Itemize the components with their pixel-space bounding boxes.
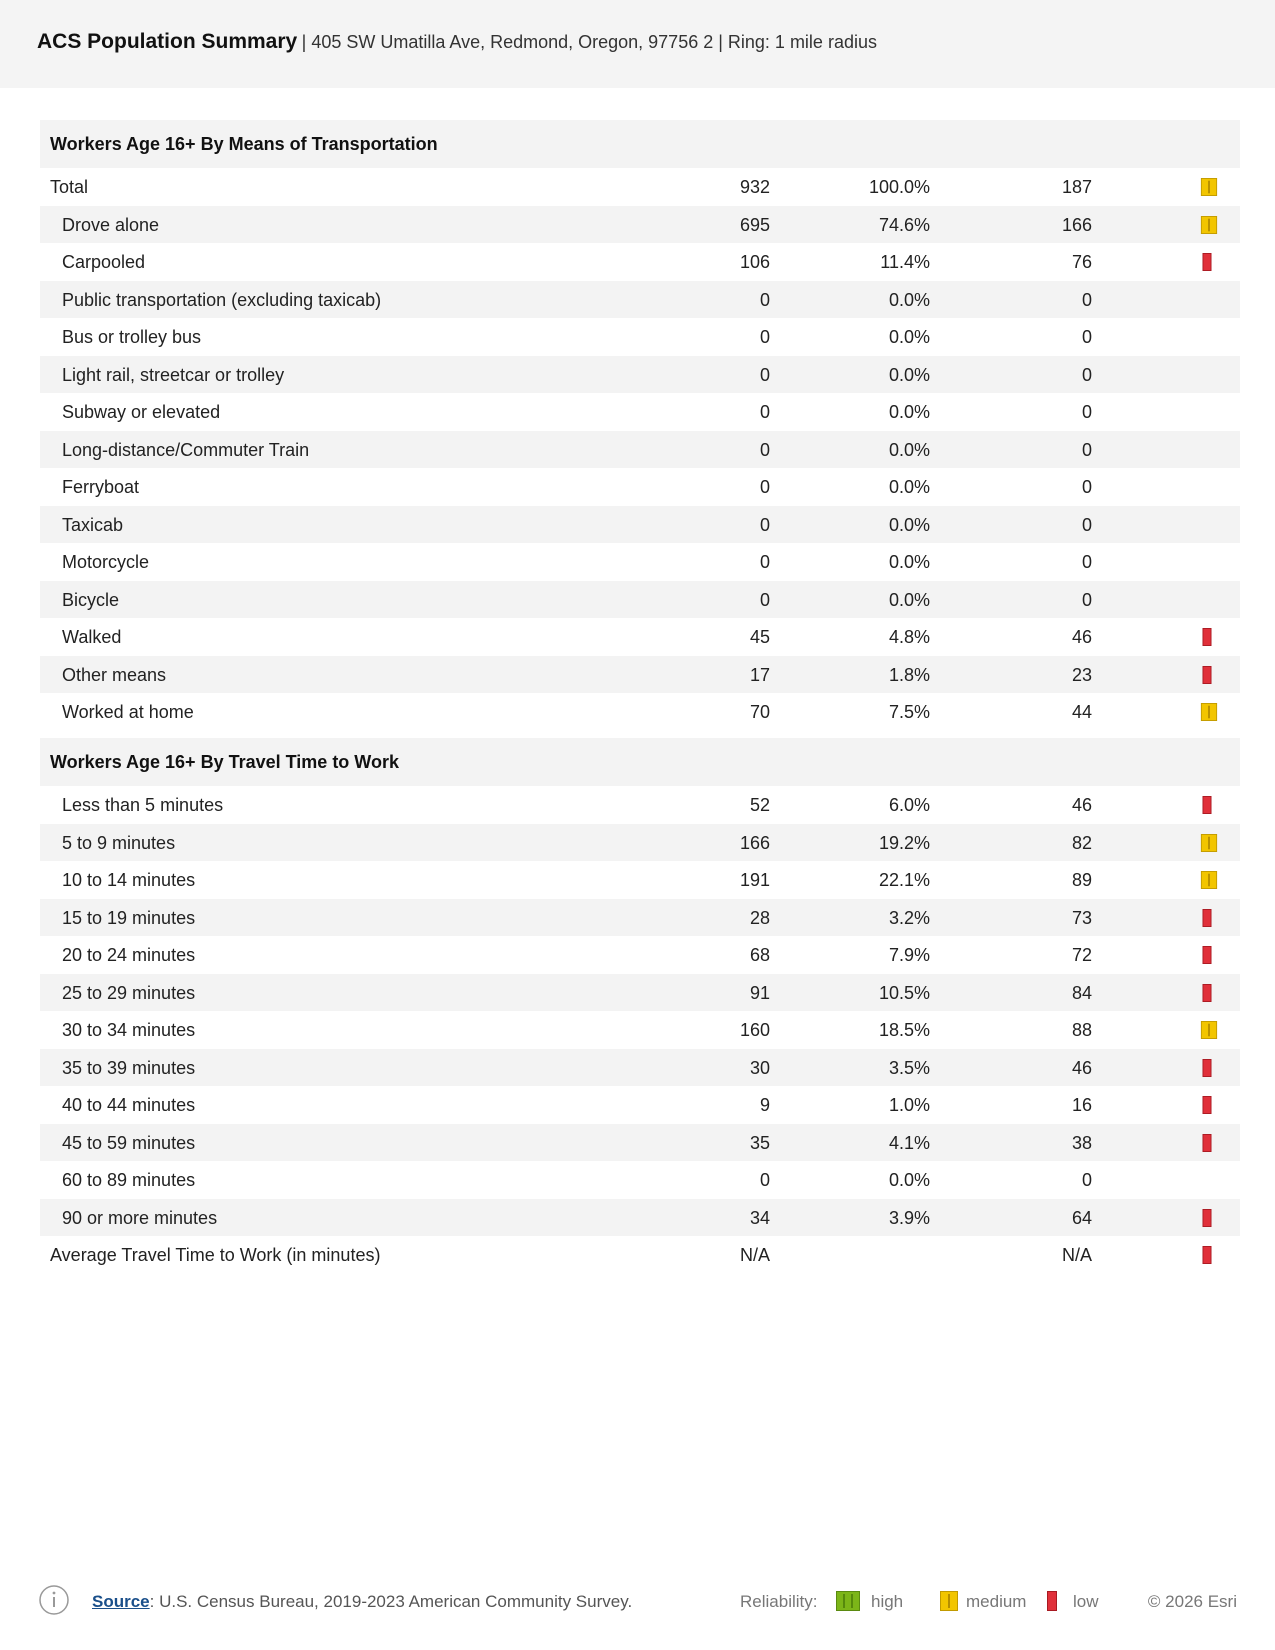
reliability-label: Reliability: [740,1592,818,1611]
row-label: Long-distance/Commuter Train [62,439,310,460]
reliability-low-icon [1202,946,1212,964]
table-row [40,1199,1240,1237]
row-count: 0 [759,327,770,347]
row-count: 68 [749,945,770,965]
report-subtitle: | 405 SW Umatilla Ave, Redmond, Oregon, 97756 2 | Ring: 1 mile radius [301,32,877,52]
row-moe: 166 [1061,214,1092,235]
reliability-low-icon [1202,1059,1212,1077]
copyright: © 2026 Esri [1147,1592,1237,1611]
table-row [40,693,1240,731]
transportation-section [40,120,1240,731]
reliability-medium-icon [1200,216,1218,234]
row-percent: 0.0% [888,514,930,535]
row-moe: 46 [1071,795,1092,815]
table-row [40,243,1240,281]
row-percent: 4.1% [888,1132,930,1153]
row-moe: 187 [1061,177,1092,197]
row-count: 52 [749,795,770,815]
row-label: Walked [62,627,122,647]
table-row [40,974,1240,1012]
reliability-high-icon [836,1591,860,1611]
row-label: Ferryboat [62,477,140,497]
row-count: 166 [739,832,770,853]
table-row [40,824,1240,862]
reliability-medium-icon [1200,1021,1218,1039]
section-title: Workers Age 16+ By Travel Time to Work [50,752,399,772]
row-percent: 0.0% [888,589,930,610]
row-moe: 84 [1071,982,1092,1003]
footer [0,1570,1275,1630]
reliability-low-icon [1202,1096,1212,1114]
row-percent: 3.5% [888,1057,930,1078]
row-moe: 0 [1081,364,1092,385]
row-percent: 0.0% [888,327,930,347]
row-moe: 0 [1081,552,1092,572]
table-row [40,393,1240,431]
table-row [40,1049,1240,1087]
row-label: Taxicab [62,514,124,535]
row-count: 106 [739,252,770,272]
row-label: Total [50,177,89,197]
table-row [40,936,1240,974]
row-label: Drove alone [62,214,160,235]
reliability-low-icon [1202,1134,1212,1152]
row-moe: 89 [1071,870,1092,890]
source-text: : U.S. Census Bureau, 2019-2023 American Community Survey. [149,1592,633,1611]
row-label: Bicycle [62,589,120,610]
row-percent: 6.0% [888,795,930,815]
row-count: 0 [759,589,770,610]
row-label: Worked at home [62,702,194,722]
row-moe: 44 [1071,702,1092,722]
row-percent: 0.0% [888,289,930,310]
row-label: 35 to 39 minutes [62,1057,196,1078]
travel-time-rows [40,786,1240,1274]
row-percent: 0.0% [888,402,930,422]
row-label: 20 to 24 minutes [62,945,196,965]
row-moe: 0 [1081,589,1092,610]
reliability-low-icon [1202,909,1212,927]
row-moe: 73 [1071,907,1092,928]
table-row [40,206,1240,244]
row-moe: 82 [1071,832,1092,853]
row-percent: 3.9% [888,1207,930,1228]
row-label: Less than 5 minutes [62,795,224,815]
legend-high-label: high [871,1592,904,1611]
row-label: 25 to 29 minutes [62,982,196,1003]
row-count: 160 [739,1020,770,1040]
row-moe: N/A [1061,1245,1092,1265]
row-moe: 0 [1081,1170,1092,1190]
row-moe: 0 [1081,514,1092,535]
row-percent: 74.6% [878,214,930,235]
row-count: 70 [749,702,770,722]
row-count: 0 [759,364,770,385]
row-moe: 0 [1081,477,1092,497]
row-label: 90 or more minutes [62,1207,218,1228]
section-header [40,738,1240,786]
reliability-low-icon [1202,253,1212,271]
table-row [40,543,1240,581]
row-count: 0 [759,477,770,497]
row-label: Bus or trolley bus [62,327,202,347]
table-row [40,506,1240,544]
row-percent: 19.2% [878,832,930,853]
row-percent: 1.8% [888,664,930,685]
reliability-medium-icon [1200,703,1218,721]
table-row [40,899,1240,937]
row-moe: 0 [1081,289,1092,310]
table-row [40,168,1240,206]
reliability-medium-icon [1200,178,1218,196]
row-count: 0 [759,1170,770,1190]
row-percent: 0.0% [888,1170,930,1190]
row-count: 17 [749,664,770,685]
row-percent: 7.5% [888,702,930,722]
row-count: 34 [749,1207,770,1228]
row-moe: 88 [1071,1020,1092,1040]
report-header [0,0,1275,88]
row-percent: 0.0% [888,364,930,385]
row-count: 0 [759,289,770,310]
table-row [40,1011,1240,1049]
row-percent: 22.1% [878,870,930,890]
row-count: 191 [739,870,770,890]
row-count: 35 [749,1132,770,1153]
section-header [40,120,1240,168]
row-count: 28 [749,907,770,928]
table-row [40,581,1240,619]
table-row [40,281,1240,319]
row-label: 30 to 34 minutes [62,1020,196,1040]
row-moe: 23 [1071,664,1092,685]
table-row [40,468,1240,506]
row-label: 10 to 14 minutes [62,870,196,890]
row-label: Light rail, streetcar or trolley [62,364,285,385]
reliability-medium-icon [1200,871,1218,889]
row-moe: 0 [1081,439,1092,460]
row-percent: 1.0% [888,1095,930,1115]
row-count: 0 [759,402,770,422]
table-row [40,1236,1240,1274]
table-row [40,786,1240,824]
reliability-low-icon [1202,1209,1212,1227]
row-moe: 16 [1071,1095,1092,1115]
row-percent: 0.0% [888,439,930,460]
row-percent: 3.2% [888,907,930,928]
row-label: Subway or elevated [62,402,221,422]
info-icon[interactable] [38,1584,70,1616]
row-label: 15 to 19 minutes [62,907,196,928]
legend-medium-label: medium [966,1592,1027,1611]
row-label: Other means [62,664,167,685]
row-moe: 46 [1071,1057,1092,1078]
row-label: Carpooled [62,252,146,272]
table-row [40,1086,1240,1124]
reliability-low-icon [1202,1246,1212,1264]
header-text [37,30,877,54]
row-label: 40 to 44 minutes [62,1095,196,1115]
row-moe: 38 [1071,1132,1092,1153]
report-title: ACS Population Summary [37,30,298,53]
row-moe: 64 [1071,1207,1092,1228]
table-row [40,1161,1240,1199]
row-percent: 100.0% [868,177,930,197]
legend-low-label: low [1073,1592,1099,1611]
table-row [40,431,1240,469]
row-percent: 10.5% [878,982,930,1003]
row-label: Average Travel Time to Work (in minutes) [50,1245,381,1265]
row-moe: 0 [1081,327,1092,347]
row-count: 0 [759,552,770,572]
source-link[interactable]: Source [92,1592,150,1611]
reliability-low-icon [1202,628,1212,646]
reliability-low-icon [1202,984,1212,1002]
row-count: 932 [739,177,770,197]
reliability-medium-icon [1200,834,1218,852]
row-label: 60 to 89 minutes [62,1170,196,1190]
table-row [40,861,1240,899]
reliability-low-icon [1047,1591,1057,1611]
row-count: 0 [759,439,770,460]
row-label: Public transportation (excluding taxicab) [62,289,382,310]
table-row [40,618,1240,656]
row-label: 5 to 9 minutes [62,832,176,853]
row-count: 9 [759,1095,770,1115]
row-moe: 46 [1071,627,1092,647]
row-percent: 0.0% [888,552,930,572]
row-moe: 76 [1071,252,1092,272]
source-note [92,1592,632,1612]
row-count: 695 [739,214,770,235]
row-percent: 0.0% [888,477,930,497]
section-title: Workers Age 16+ By Means of Transportation [50,134,438,154]
row-label: Motorcycle [62,552,150,572]
table-row [40,1124,1240,1162]
reliability-medium-icon [940,1591,958,1611]
row-count: 30 [749,1057,770,1078]
row-label: 45 to 59 minutes [62,1132,196,1153]
row-moe: 0 [1081,402,1092,422]
reliability-low-icon [1202,666,1212,684]
reliability-low-icon [1202,796,1212,814]
travel-time-section [40,738,1240,1274]
row-count: 91 [749,982,770,1003]
row-percent: 4.8% [888,627,930,647]
row-percent: 18.5% [878,1020,930,1040]
transportation-rows [40,168,1240,731]
row-count: 45 [749,627,770,647]
table-row [40,656,1240,694]
table-row [40,318,1240,356]
row-percent: 11.4% [880,252,930,272]
row-count: 0 [759,514,770,535]
row-count: N/A [739,1245,770,1265]
row-moe: 72 [1071,945,1092,965]
row-percent: 7.9% [888,945,930,965]
table-row [40,356,1240,394]
